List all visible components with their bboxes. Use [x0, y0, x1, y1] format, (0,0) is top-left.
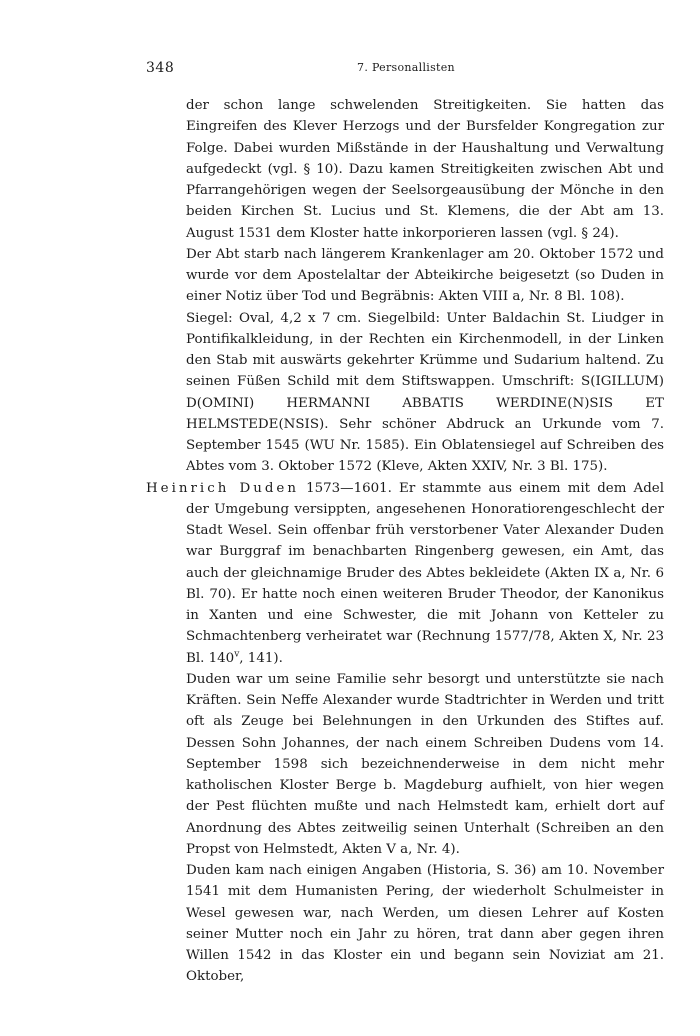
- paragraph-duden-entry: Duden kam nach einigen Angaben (Historia, S. 36) am 10. November 1541 mit dem Humanisten Pering, der wiederholt Schulmeister in Wesel gewesen war, nach Werden, um diesen Lehrer auf Kosten seiner Mutter noch ein Jahr zu hören, trat dann aber gegen ihren Willen 1542 in das Kloster ein und begann sein Noviziat am 21. Oktober,: [186, 863, 664, 985]
- page-header: [146, 60, 666, 82]
- entry-name: Heinrich Duden: [146, 480, 299, 496]
- paragraph-hermann-conflicts: der schon lange schwelenden Streitigkeiten. Sie hatten das Eingreifen des Klever Herzogs und der Bursfelder Kongregation zur Folge. Dabei wurden Mißstände in der Haushaltung und Verwaltung aufgedeckt (vgl. § 10). Dazu kamen Streitigkeiten zwischen Abt und Pfarrangehörigen wegen der Seelsorgeausübung der Mönche in den beiden Kirchen St. Lucius und St. Klemens, die der Abt am 13. August 1531 dem Kloster hatte inkorporieren lassen (vgl. § 24).: [186, 98, 664, 241]
- running-head: 7. Personallisten: [357, 61, 455, 74]
- entry-text: 1573—1601. Er stammte aus einem mit dem Adel der Umgebung versippten, angesehenen Honoratiorengeschlecht der Stadt Wesel. Sein offenbar früh verstorbener Vater Alexander Duden war Burggraf im benachbarten Ringenberg gewesen, ein Amt, das auch der gleichnamige Bruder des Abtes bekleidete (Akten IX a, Nr. 6 Bl. 70). Er hatte noch einen weiteren Bruder Theodor, der Kanonikus in Xanten und eine Schwester, die mit Johann von Ketteler zu Schmachtenberg verheiratet war (Rechnung 1577/78, Akten X, Nr. 23 Bl. 140: [186, 480, 664, 666]
- page-number: 348: [146, 60, 175, 76]
- superscript-verso: v: [234, 649, 240, 660]
- paragraph-duden-family: Duden war um seine Familie sehr besorgt und unterstützte sie nach Kräften. Sein Neffe Alexander wurde Stadtrichter in Werden und tritt oft als Zeuge bei Belehnungen in den Urkunden des Stiftes auf. Dessen Sohn Johannes, der nach einem Schreiben Dudens vom 14. September 1598 sich bezeichnenderweise in dem nicht mehr katholischen Kloster Berge b. Magdeburg aufhielt, von hier wegen der Pest flüchten mußte und nach Helmstedt kam, erhielt dort auf Anordnung des Abtes zeitweilig seinen Unterhalt (Schreiben an den Propst von Helmstedt, Akten V a, Nr. 4).: [186, 671, 664, 857]
- body-text: [146, 95, 664, 988]
- paragraph-hermann-seal: Siegel: Oval, 4,2 x 7 cm. Siegelbild: Unter Baldachin St. Liudger in Pontifikalkleidung, in der Rechten ein Kirchenmodell, in der Linken den Stab mit auswärts gekehrter Krümme und Sudarium haltend. Zu seinen Füßen Schild mit dem Stiftswappen. Umschrift: S(IGILLUM) D(OMINI) HERMANNI ABBATIS WERDINE(N)SIS ET HELMSTEDE(NSIS). Sehr schöner Abdruck an Urkunde vom 7. September 1545 (WU Nr. 1585). Ein Oblatensiegel auf Schreiben des Abtes vom 3. Oktober 1572 (Kleve, Akten XXIV, Nr. 3 Bl. 175).: [186, 310, 664, 475]
- paragraph-hermann-death: Der Abt starb nach längerem Krankenlager am 20. Oktober 1572 und wurde vor dem Apostelaltar der Abteikirche beigesetzt (so Duden in einer Notiz über Tod und Begräbnis: Akten VIII a, Nr. 8 Bl. 108).: [186, 246, 664, 305]
- entry-heinrich-duden: [146, 478, 664, 669]
- entry-text-end: , 141).: [239, 650, 283, 666]
